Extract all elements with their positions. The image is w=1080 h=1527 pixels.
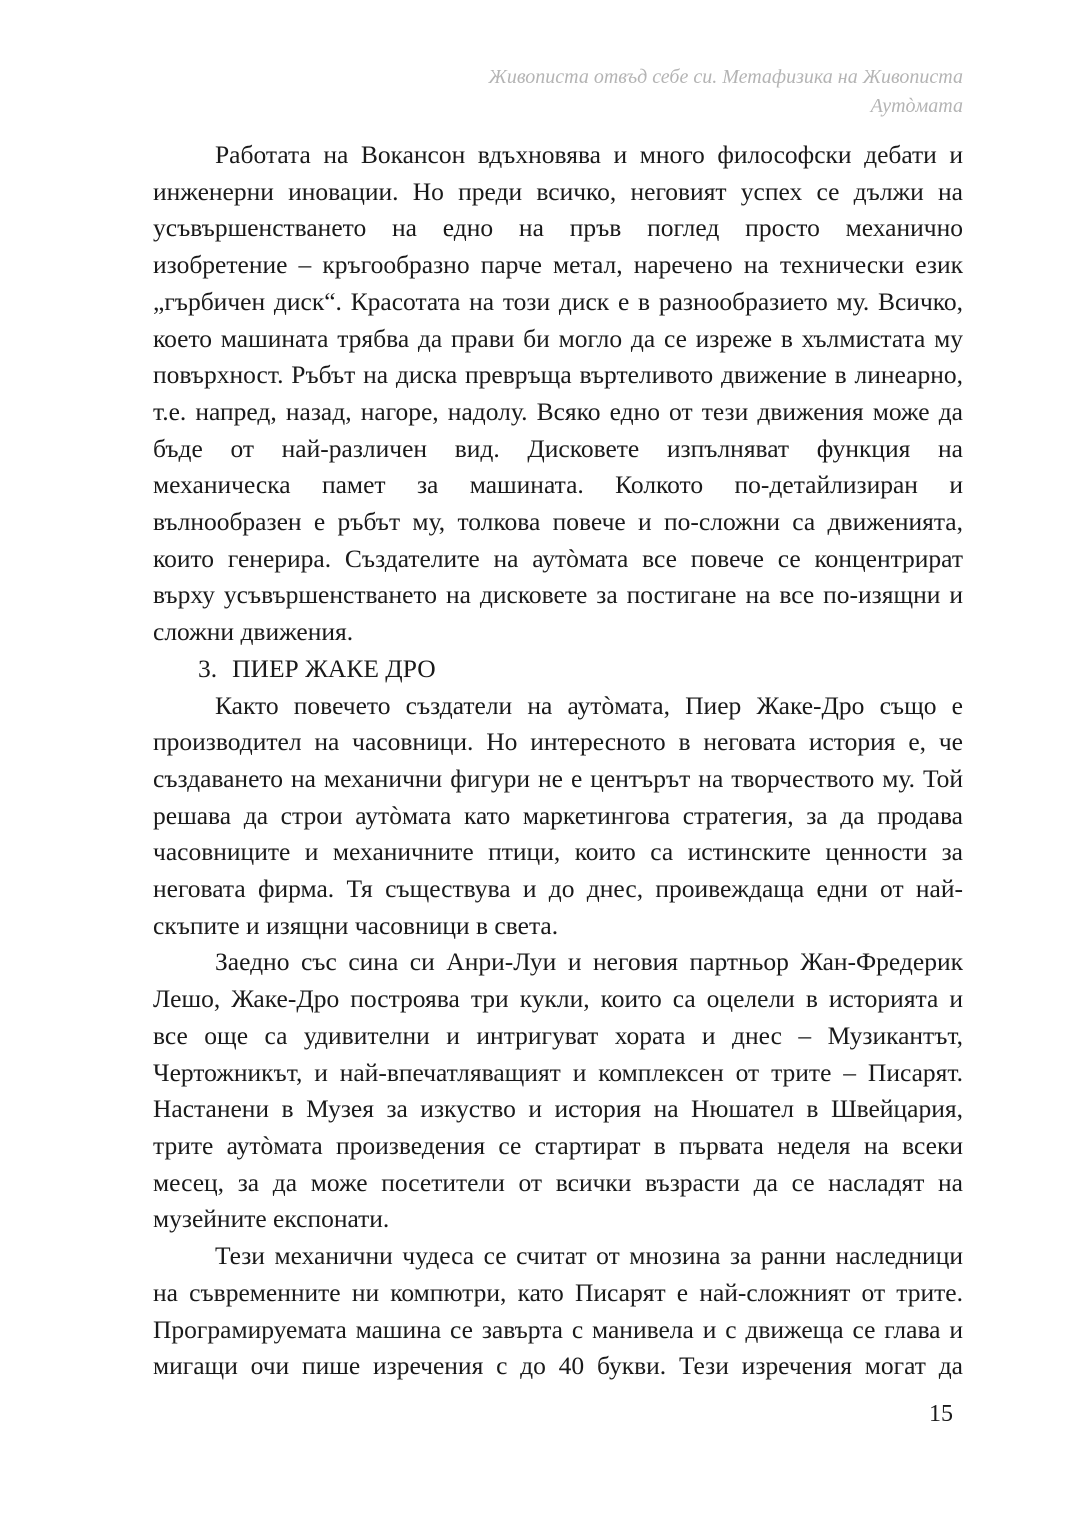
paragraph-line: Програмируемата машина се завърта с манивела и с движеща се глава и: [153, 1314, 963, 1344]
running-header-subtitle: Аутòмата: [870, 95, 963, 117]
paragraph-line: часовниците и механичните птици, които са истинските ценности за: [153, 837, 963, 867]
paragraph-line: трите аутòмата произведения се стартират в първата неделя на всеки: [153, 1130, 963, 1160]
paragraph-line: Лешо, Жаке-Дро построява три кукли, които са оцелели в историята и: [153, 984, 963, 1014]
paragraph-line: бъде от най-различен вид. Дисковете изпълняват функция на: [153, 433, 963, 463]
paragraph-line: музейните експонати.: [153, 1204, 390, 1234]
paragraph-line: върху усъвършенстването на дисковете за постигане на все по-изящни и: [153, 580, 963, 610]
paragraph-line: Чертожникът, и най-впечатляващият и комплексен от трите – Писарят.: [153, 1057, 963, 1087]
paragraph-line: Настанени в Музея за изкуство и история на Нюшател в Швейцария,: [153, 1094, 963, 1124]
paragraph-line: скъпите и изящни часовници в света.: [153, 910, 559, 940]
paragraph-line: повърхност. Ръбът на диска превръща въртеливото движение в линеарно,: [153, 360, 963, 390]
paragraph-line: Заедно със сина си Анри-Луи и неговия партньор Жан-Фредерик: [215, 947, 963, 977]
paragraph-line: Както повечето създатели на аутòмата, Пиер Жаке-Дро също е: [215, 690, 963, 720]
page-number: 15: [929, 1401, 953, 1427]
paragraph-line: което машината трябва да прави би могло да се изреже в хълмистата му: [153, 323, 963, 353]
paragraph-line: инженерни иновации. Но преди всичко, неговият успех се дължи на: [153, 176, 963, 206]
paragraph-line: неговата фирма. Тя съществува и до днес, проивеждаща едни от най-: [153, 874, 963, 904]
paragraph-line: все още са удивителни и интригуват хората и днес – Музикантът,: [153, 1020, 963, 1050]
paragraph-line: вълнообразен е ръбът му, толкова повече и по-сложни са движенията,: [153, 507, 963, 537]
running-header-title: Живописта отвъд себе си. Метафизика на Живописта: [488, 66, 963, 88]
paragraph-line: мигащи очи пише изречения с до 40 букви. Тези изречения могат да: [153, 1351, 963, 1381]
paragraph-line: Работата на Вокансон вдъхновява и много философски дебати и: [215, 140, 963, 169]
paragraph-line: месец, за да може посетители от всички възрасти да се насладят на: [153, 1167, 963, 1197]
body-text: [153, 137, 963, 1385]
paragraph-line: създаването на механични фигури не е центърът на творчеството му. Той: [153, 763, 963, 793]
paragraph-line: „гърбичен диск“. Красотата на този диск е в разнообразието му. Всичко,: [153, 286, 963, 316]
paragraph-line: на съвременните ни компютри, като Писарят е най-сложният от трите.: [153, 1277, 963, 1307]
paragraph-line: Тези механични чудеса се считат от мнозина за ранни наследници: [215, 1241, 963, 1271]
section-heading-title: ПИЕР ЖАКЕ ДРО: [232, 653, 436, 683]
paragraph-line: механическа памет за машината. Колкото по-детайлизиран и: [153, 470, 963, 500]
section-heading-number: 3.: [198, 653, 218, 683]
paragraph-line: решава да строи аутòмата като маркетингова стратегия, за да продава: [153, 800, 963, 830]
section-heading: [153, 651, 963, 688]
paragraph-line: сложни движения.: [153, 617, 354, 647]
paragraph-line: производител на часовници. Но интересното в неговата история е, че: [153, 727, 963, 757]
paragraph-line: изобретение – кръгообразно парче метал, наречено на технически език: [153, 250, 963, 280]
paragraph-line: които генерира. Създателите на аутòмата все повече се концентрират: [153, 543, 963, 573]
paragraph-line: т.е. напред, назад, нагоре, надолу. Всяко едно от тези движения може да: [153, 396, 963, 426]
paragraph-line: усъвършенстването на едно на пръв поглед просто механично: [153, 213, 963, 243]
running-header: [153, 63, 963, 121]
